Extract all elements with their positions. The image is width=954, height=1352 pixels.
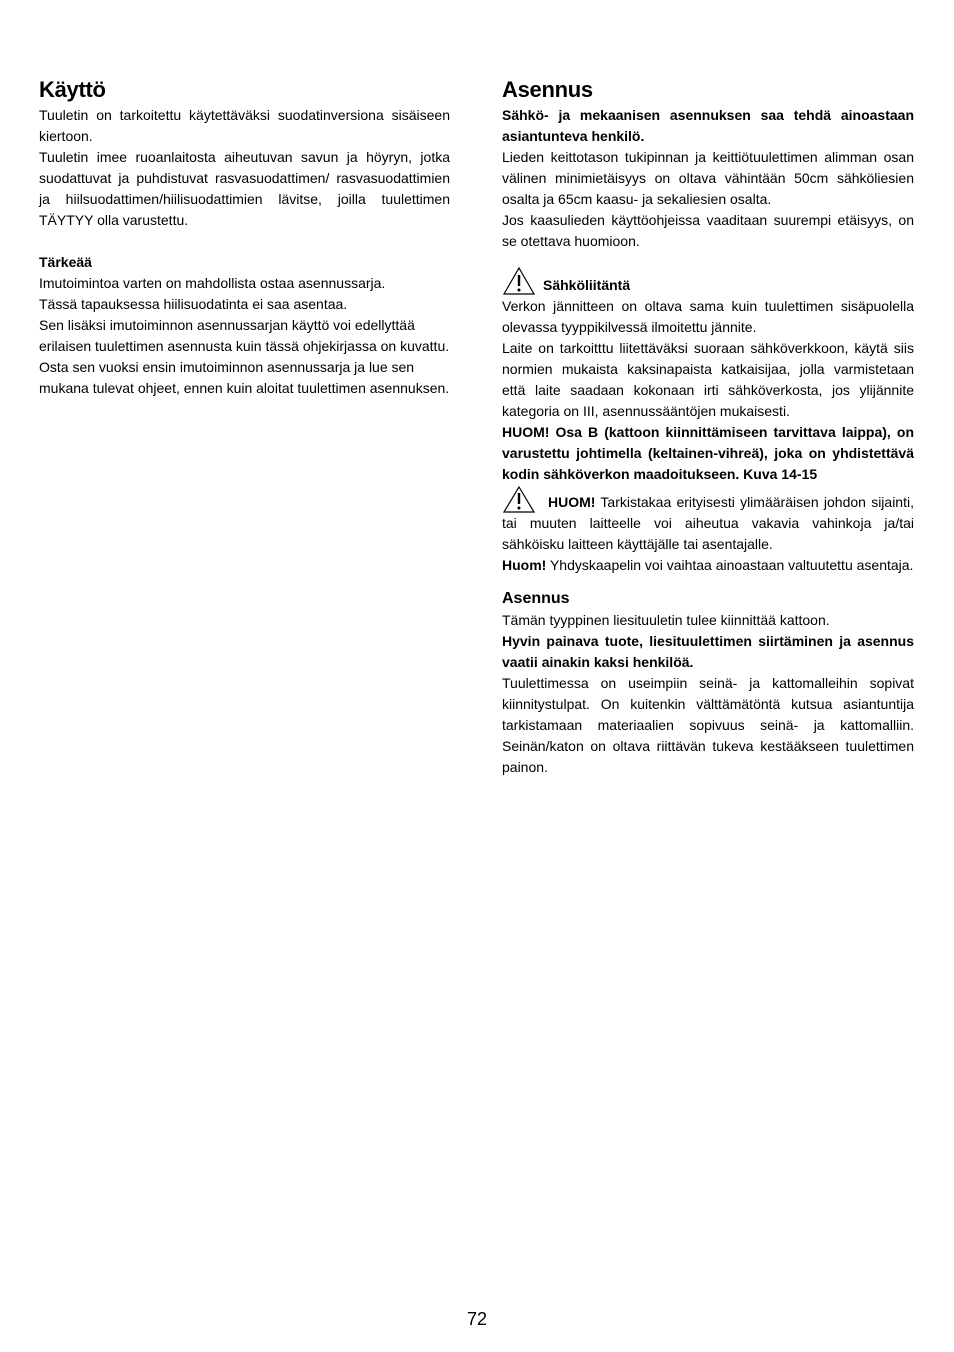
paragraph: Sen lisäksi imutoiminnon asennussarjan käyttö voi edellyttää erilaisen tuulettimen asennusta kuin tässä ohjekirjassa on kuvattu. Osta sen vuoksi ensin imutoiminnon asennussarja ja lue sen mukana tulevat ohjeet, ennen kuin aloitat tuulettimen asennuksen.	[39, 317, 450, 396]
electric-connection-heading: Sähköliitäntä	[543, 277, 631, 293]
paragraph: Tämän tyyppinen liesituuletin tulee kiinnittää kattoon.	[502, 612, 830, 628]
section-title-kaytto: Käyttö	[39, 77, 106, 102]
paragraph: Jos kaasulieden käyttöohjeissa vaaditaan suurempi etäisyys, on se otettava huomioon.	[502, 212, 914, 249]
page-number: 72	[466, 1309, 488, 1329]
paragraph: Tuulettimessa on useimpiin seinä- ja kattomalleihin sopivat kiinnitystulpat. On kuitenkin välttämätöntä kutsua asiantuntija tarkistamaan materiaalien sopivuus seinä- ja kattomalliin. Seinän/katon on oltava riittävän tukeva kestääkseen tuulettimen painon.	[502, 675, 914, 775]
paragraph: Laite on tarkoitttu liitettäväksi suoraan sähköverkkoon, käytä siis normien mukaista kaksinapaista katkaisijaa, jolla varmistetaan että laite saadaan kokonaan irti sähköverkosta, jos ylijännite kategoria on III, asennussääntöjen mukaisesti.	[502, 340, 914, 419]
installation-heading: Asennus	[502, 590, 570, 607]
paragraph: Tuuletin imee ruoanlaitosta aiheutuvan savun ja höyryn, jotka suodattuvat ja puhdistuvat rasvasuodattimen/ rasvasuodattimien ja hiilsuodattimen/hiilisuodattimien lävitse, joilla tuulettimen TÄYTYY olla varustettu.	[39, 149, 450, 228]
warning-triangle-icon	[502, 485, 536, 513]
electric-heading-row	[502, 266, 914, 296]
warning-label: HUOM!	[548, 494, 596, 510]
warning-triangle-icon	[502, 266, 536, 296]
important-heading: Tärkeää	[39, 254, 92, 270]
section-title-asennus: Asennus	[502, 77, 593, 102]
paragraph: Tuuletin on tarkoitettu käytettäväksi suodatinversiona sisäiseen kiertoon.	[39, 107, 450, 144]
note-label: Huom!	[502, 557, 547, 573]
grounding-note: HUOM! Osa B (kattoon kiinnittämiseen tarvittava laippa), on varustettu johtimella (keltainen-vihreä), joka on yhdistettävä kodin sähköverkon maadoitukseen. Kuva 14-15	[502, 424, 914, 482]
paragraph: Tässä tapauksessa hiilisuodatinta ei saa asentaa.	[39, 296, 348, 312]
right-column	[502, 76, 914, 778]
intro-warning: Sähkö- ja mekaanisen asennuksen saa tehdä ainoastaan asiantunteva henkilö.	[502, 107, 914, 144]
warning-note	[502, 485, 914, 555]
note-text: Yhdyskaapelin voi vaihtaa ainoastaan valtuutettu asentaja.	[546, 557, 914, 573]
paragraph: Imutoimintoa varten on mahdollista ostaa asennussarja.	[39, 275, 386, 291]
heavy-product-warning: Hyvin painava tuote, liesituulettimen siirtäminen ja asennus vaatii ainakin kaksi henkilöä.	[502, 633, 914, 670]
paragraph: Verkon jännitteen on oltava sama kuin tuulettimen sisäpuolella olevassa tyyppikilvessä ilmoitettu jännite.	[502, 298, 914, 335]
warning-text: Tarkistakaa erityisesti ylimääräisen johdon sijainti, tai muuten laitteelle voi aiheutua vakavia vahinkoja ja/tai sähköisku laitteen käyttäjälle tai asentajalle.	[502, 494, 914, 552]
left-column	[39, 76, 450, 399]
paragraph: Lieden keittotason tukipinnan ja keittiötuulettimen alimman osan välinen minimietäisyys on oltava vähintään 50cm sähköliesien osalta ja 65cm kaasu- ja sekaliesien osalta.	[502, 149, 914, 207]
